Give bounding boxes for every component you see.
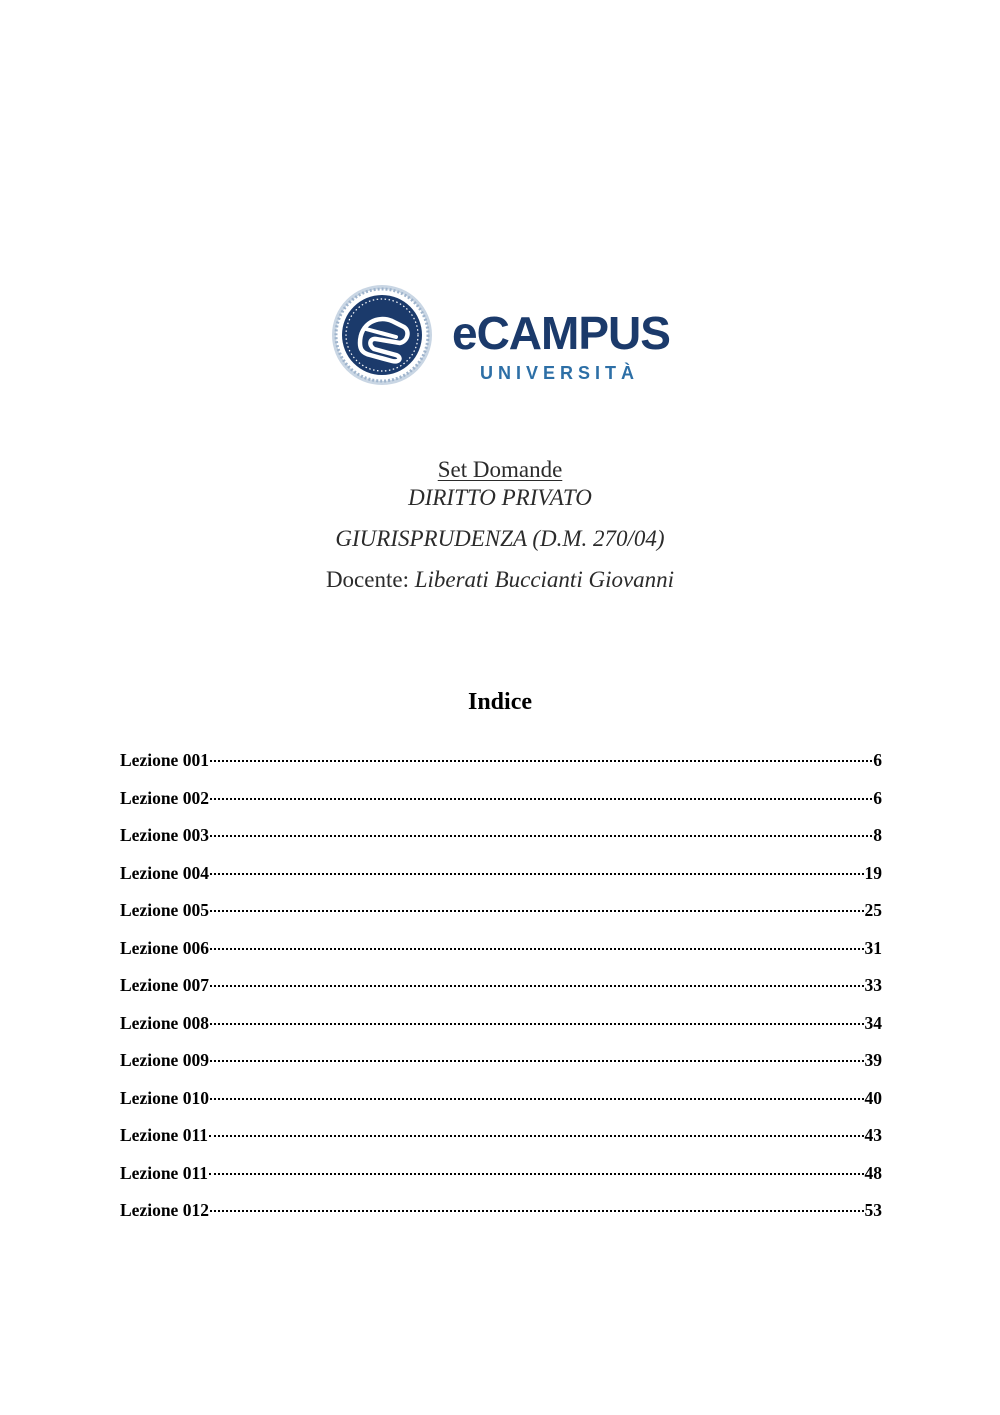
toc-entry[interactable] [120, 936, 882, 974]
table-of-contents [120, 748, 882, 1236]
toc-entry-label: Lezione 006 [120, 937, 209, 958]
toc-entry-page: 25 [864, 900, 882, 920]
toc-dot-leader [210, 948, 864, 950]
toc-entry-label: Lezione 003 [120, 825, 209, 845]
toc-entry-page: 8 [873, 825, 882, 845]
toc-dot-leader [210, 1210, 864, 1212]
toc-entry[interactable] [120, 1123, 882, 1161]
toc-dot-leader [210, 798, 872, 800]
toc-dot-leader [210, 1060, 864, 1062]
toc-entry-page: 6 [873, 787, 882, 808]
toc-entry-page: 19 [864, 862, 882, 883]
set-label: Set Domande [437, 457, 563, 482]
toc-entry-page: 39 [864, 1050, 882, 1070]
toc-entry-label: Lezione 011 [120, 1162, 208, 1183]
toc-entry[interactable] [120, 1011, 882, 1049]
toc-entry-page: 43 [864, 1125, 882, 1145]
toc-entry-label: Lezione 010 [120, 1087, 209, 1108]
toc-entry-label: Lezione 005 [120, 900, 209, 920]
toc-entry-label: Lezione 002 [120, 787, 209, 808]
toc-dot-leader [210, 1098, 864, 1100]
logo-seal-icon [332, 285, 432, 385]
toc-entry-page: 40 [864, 1087, 882, 1108]
toc-entry-page: 48 [864, 1162, 882, 1183]
docente-line [0, 566, 1000, 594]
course-title: DIRITTO PRIVATO [408, 485, 592, 510]
toc-dot-leader [209, 1173, 864, 1175]
toc-entry-label: Lezione 004 [120, 862, 209, 883]
toc-entry-page: 53 [864, 1200, 882, 1220]
toc-entry-page: 6 [873, 750, 882, 770]
toc-entry-page: 33 [864, 975, 882, 995]
toc-dot-leader [210, 760, 872, 762]
toc-entry[interactable] [120, 898, 882, 936]
toc-dot-leader [209, 1135, 864, 1137]
toc-entry-page: 34 [864, 1012, 882, 1033]
toc-entry-label: Lezione 008 [120, 1012, 209, 1033]
toc-entry[interactable] [120, 1161, 882, 1199]
docente-label: Docente: [325, 567, 409, 592]
toc-entry[interactable] [120, 1198, 882, 1236]
toc-entry[interactable] [120, 748, 882, 786]
toc-entry-label: Lezione 001 [120, 750, 209, 770]
toc-entry[interactable] [120, 861, 882, 899]
toc-dot-leader [210, 835, 872, 837]
toc-dot-leader [210, 985, 864, 987]
toc-entry[interactable] [120, 786, 882, 824]
document-title-block [0, 456, 1000, 594]
toc-entry[interactable] [120, 823, 882, 861]
degree-title: GIURISPRUDENZA (D.M. 270/04) [335, 526, 665, 551]
toc-dot-leader [210, 1023, 864, 1025]
toc-dot-leader [210, 873, 864, 875]
index-title: Indice [467, 689, 532, 715]
toc-entry[interactable] [120, 1048, 882, 1086]
toc-entry-label: Lezione 011 [120, 1125, 208, 1145]
logo-subtitle-text: UNIVERSITÀ [480, 363, 640, 383]
docente-name: Liberati Buccianti Giovanni [414, 567, 675, 592]
logo-brand-text: eCAMPUS [452, 307, 670, 359]
toc-entry-label: Lezione 007 [120, 975, 209, 995]
ecampus-logo [330, 283, 680, 389]
toc-entry[interactable] [120, 1086, 882, 1124]
toc-dot-leader [210, 910, 864, 912]
toc-entry[interactable] [120, 973, 882, 1011]
toc-entry-label: Lezione 009 [120, 1050, 209, 1070]
toc-entry-page: 31 [864, 937, 882, 958]
toc-entry-label: Lezione 012 [120, 1200, 209, 1220]
